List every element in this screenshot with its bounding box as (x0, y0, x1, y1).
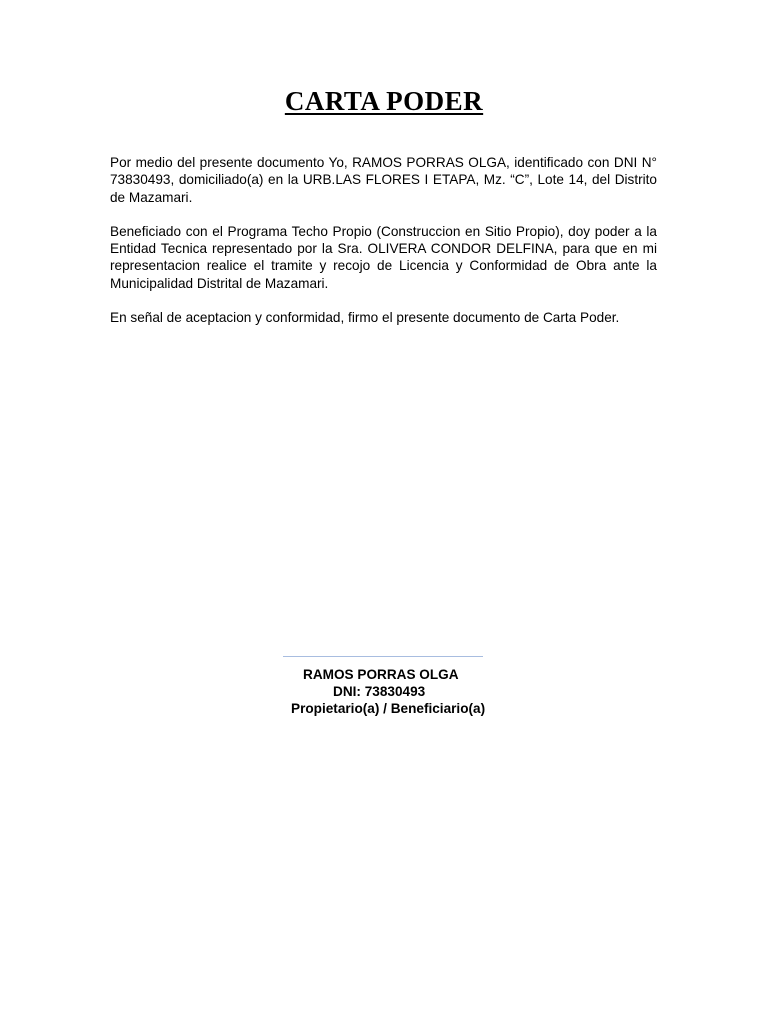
signer-dni: DNI: 73830493 (333, 684, 426, 699)
document-body (110, 154, 657, 343)
signature-area (283, 656, 483, 657)
paragraph-acceptance: En señal de aceptacion y conformidad, firmo el presente documento de Carta Poder. (110, 310, 620, 326)
signer-role: Propietario(a) / Beneficiario(a) (291, 701, 486, 716)
paragraph-identification: Por medio del presente documento Yo, RAMOS PORRAS OLGA, identificado con DNI N° 73830493, domiciliado(a) en la URB.LAS FLORES I ETAPA, Mz. “C”, Lote 14, del Distrito de Mazamari. (110, 155, 657, 205)
signer-name: RAMOS PORRAS OLGA (303, 667, 459, 682)
paragraph-authorization: Beneficiado con el Programa Techo Propio (Construccion en Sitio Propio), doy poder a la Entidad Tecnica representado por la Sra. OLIVERA CONDOR DELFINA, para que en mi representacion realice el tramite y recojo de Licencia y Conformidad de Obra ante la Municipalidad Distrital de Mazamari. (110, 223, 657, 291)
document-title: CARTA PODER (284, 86, 484, 116)
signature-line (283, 656, 483, 657)
